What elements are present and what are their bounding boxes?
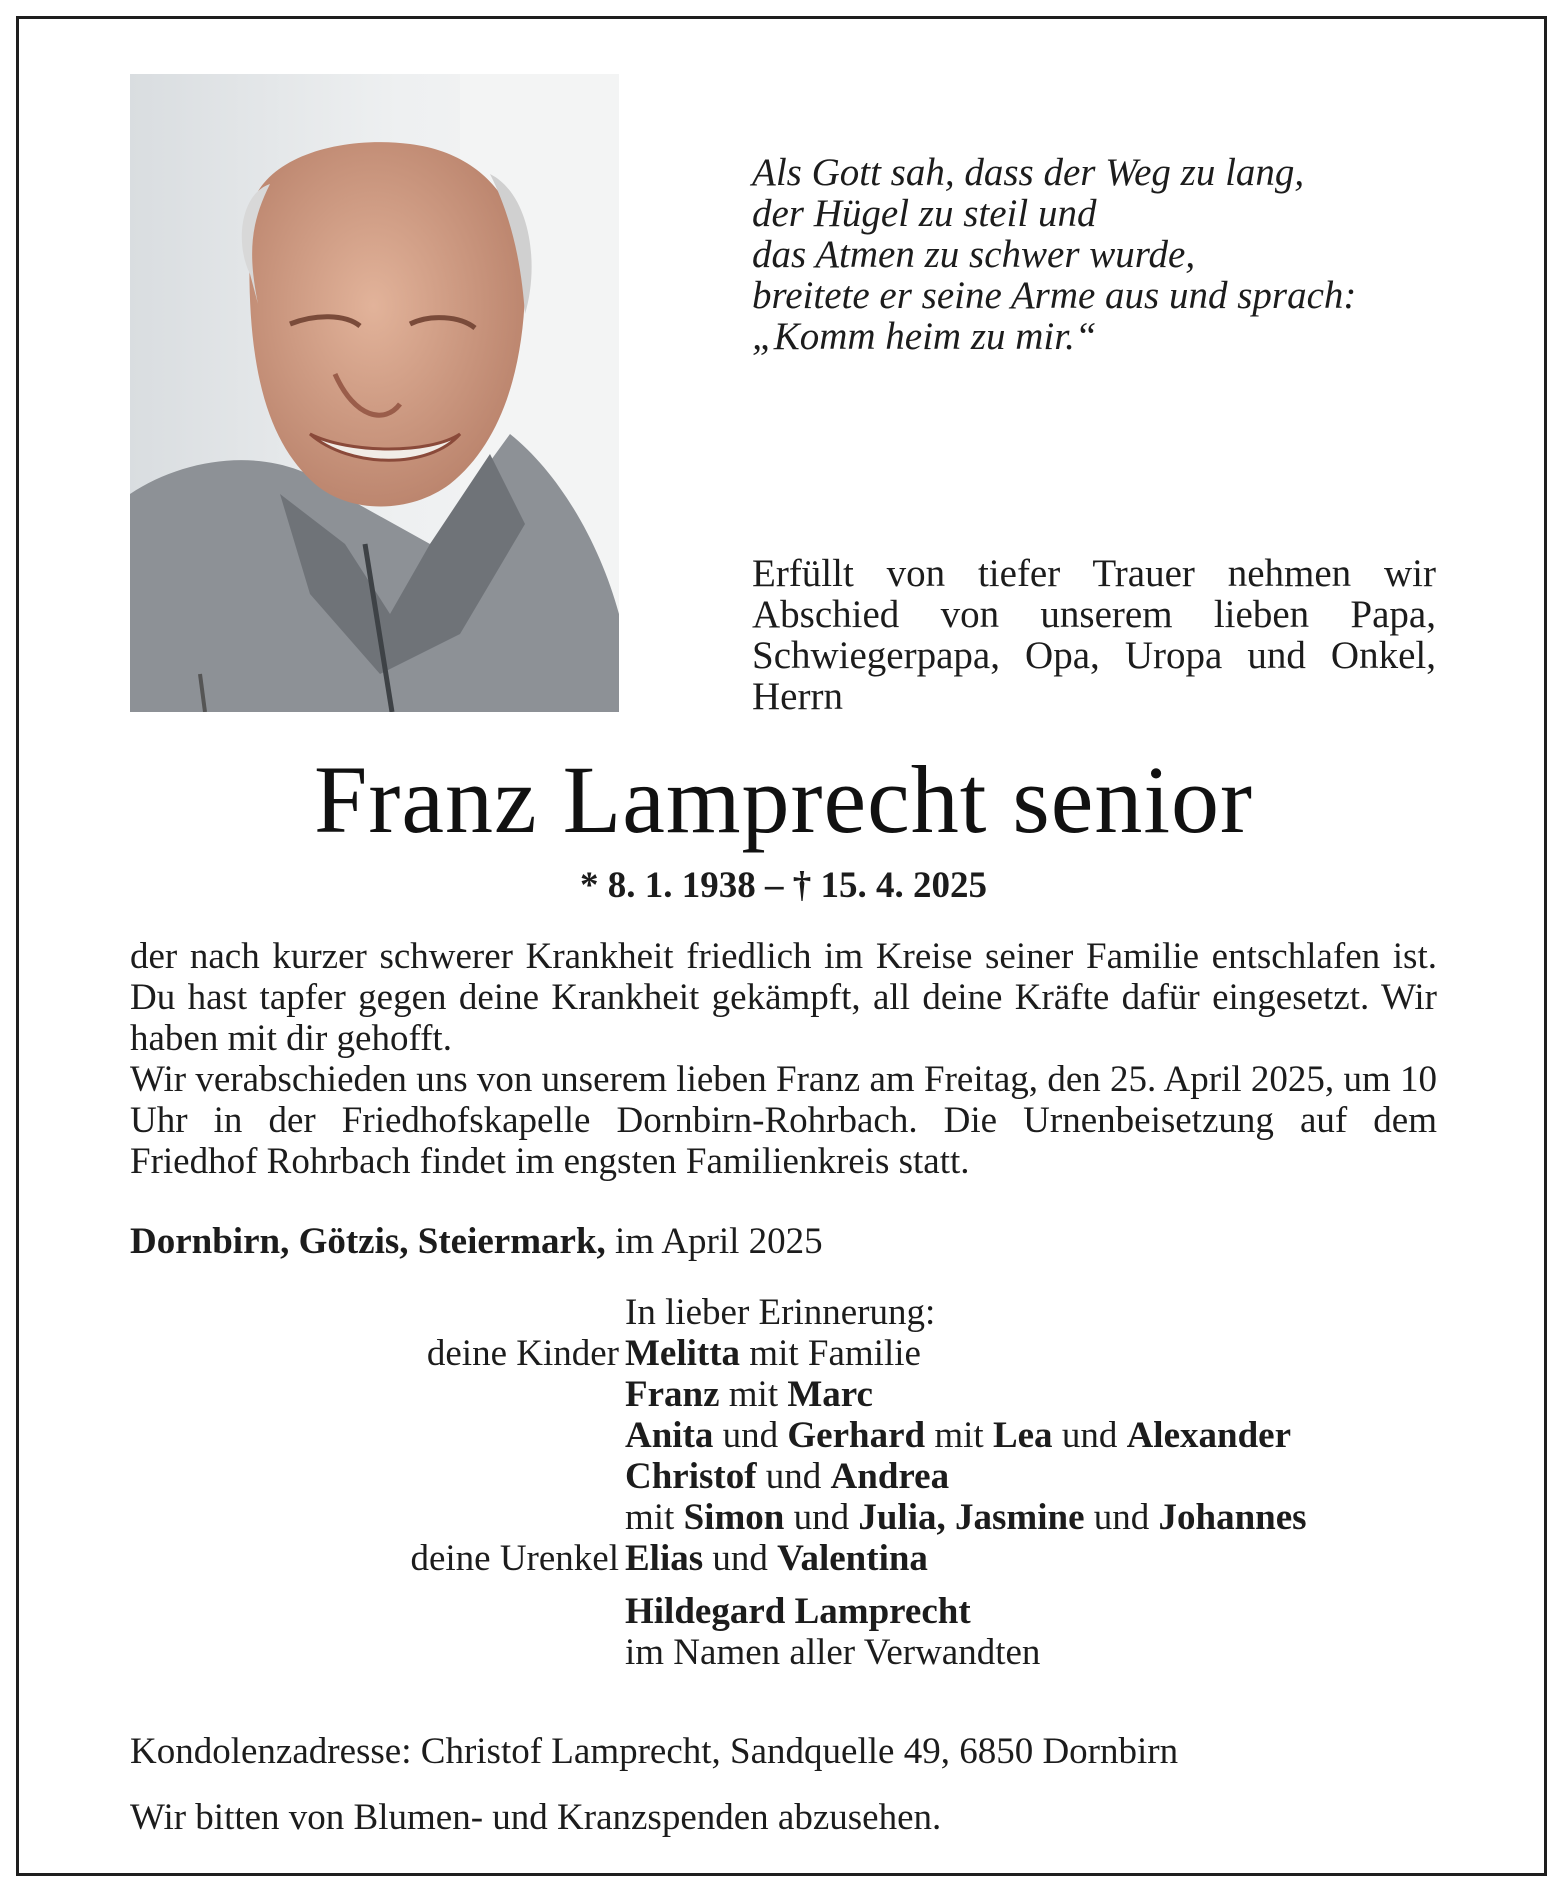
signature-row <box>0 1591 1567 1632</box>
poem-line: „Komm heim zu mir.“ <box>752 315 1097 358</box>
portrait-illustration <box>130 74 619 712</box>
greatgrand-label: deine Urenkel <box>410 1538 619 1579</box>
place-date <box>130 1220 823 1264</box>
signature-names: mit Simon und Julia, Jasmine und Johannes <box>625 1497 1307 1538</box>
deceased-name: Franz Lamprecht senior <box>314 746 1253 853</box>
poem <box>752 152 1452 357</box>
place-locations: Dornbirn, Götzis, Steiermark, <box>130 1221 606 1262</box>
poem-line: Als Gott sah, dass der Weg zu lang, <box>752 151 1305 194</box>
condolence-address: Kondolenzadresse: Christof Lamprecht, Sandquelle 49, 6850 Dornbirn <box>130 1731 1179 1772</box>
widow-name: Hildegard Lamprecht <box>625 1591 971 1632</box>
children-label: deine Kinder <box>426 1333 619 1374</box>
flower-request: Wir bitten von Blumen- und Kranzspenden abzusehen. <box>130 1797 942 1838</box>
signature-row <box>0 1415 1567 1456</box>
place-month: im April 2025 <box>615 1221 823 1262</box>
intro-text: Erfüllt von tiefer Trauer nehmen wir Abschied von unserem lieben Papa, Schwiegerpapa, Opa, Uropa und Onkel, Herrn <box>752 552 1436 718</box>
paragraph: Wir verabschieden uns von unserem lieben Franz am Freitag, den 25. April 2025, um 10 Uhr in der Friedhofskapelle Dornbirn-Rohrbach. Die Urnenbeisetzung auf dem Friedhof Rohrbach findet im engsten Familienkreis statt. <box>130 1059 1437 1182</box>
signatures <box>0 1292 1567 1673</box>
signature-row <box>0 1538 1567 1579</box>
signature-row <box>0 1374 1567 1415</box>
body-text <box>130 936 1437 1182</box>
relatives-note: im Namen aller Verwandten <box>625 1632 1041 1673</box>
signature-names: Christof und Andrea <box>625 1456 950 1497</box>
poem-line: das Atmen zu schwer wurde, <box>752 233 1196 276</box>
life-dates: * 8. 1. 1938 – † 15. 4. 2025 <box>580 865 987 906</box>
signature-heading: In lieber Erinnerung: <box>625 1292 936 1333</box>
poem-line: der Hügel zu steil und <box>752 192 1097 235</box>
signature-names: Franz mit Marc <box>625 1374 873 1415</box>
portrait-photo <box>130 74 619 712</box>
signature-heading-row <box>0 1292 1567 1333</box>
poem-line: breitete er seine Arme aus und sprach: <box>752 274 1357 317</box>
signature-row <box>0 1456 1567 1497</box>
signature-names: Melitta mit Familie <box>625 1333 921 1374</box>
signature-row <box>0 1632 1567 1673</box>
signature-names: Elias und Valentina <box>625 1538 928 1579</box>
signature-names: Anita und Gerhard mit Lea und Alexander <box>625 1415 1291 1456</box>
signature-row <box>0 1497 1567 1538</box>
paragraph: der nach kurzer schwerer Krankheit friedlich im Kreise seiner Familie entschlafen ist. Du hast tapfer gegen deine Krankheit gekämpft, all deine Kräfte dafür eingesetzt. Wir haben mit dir gehofft. <box>130 936 1437 1059</box>
signature-row <box>0 1333 1567 1374</box>
